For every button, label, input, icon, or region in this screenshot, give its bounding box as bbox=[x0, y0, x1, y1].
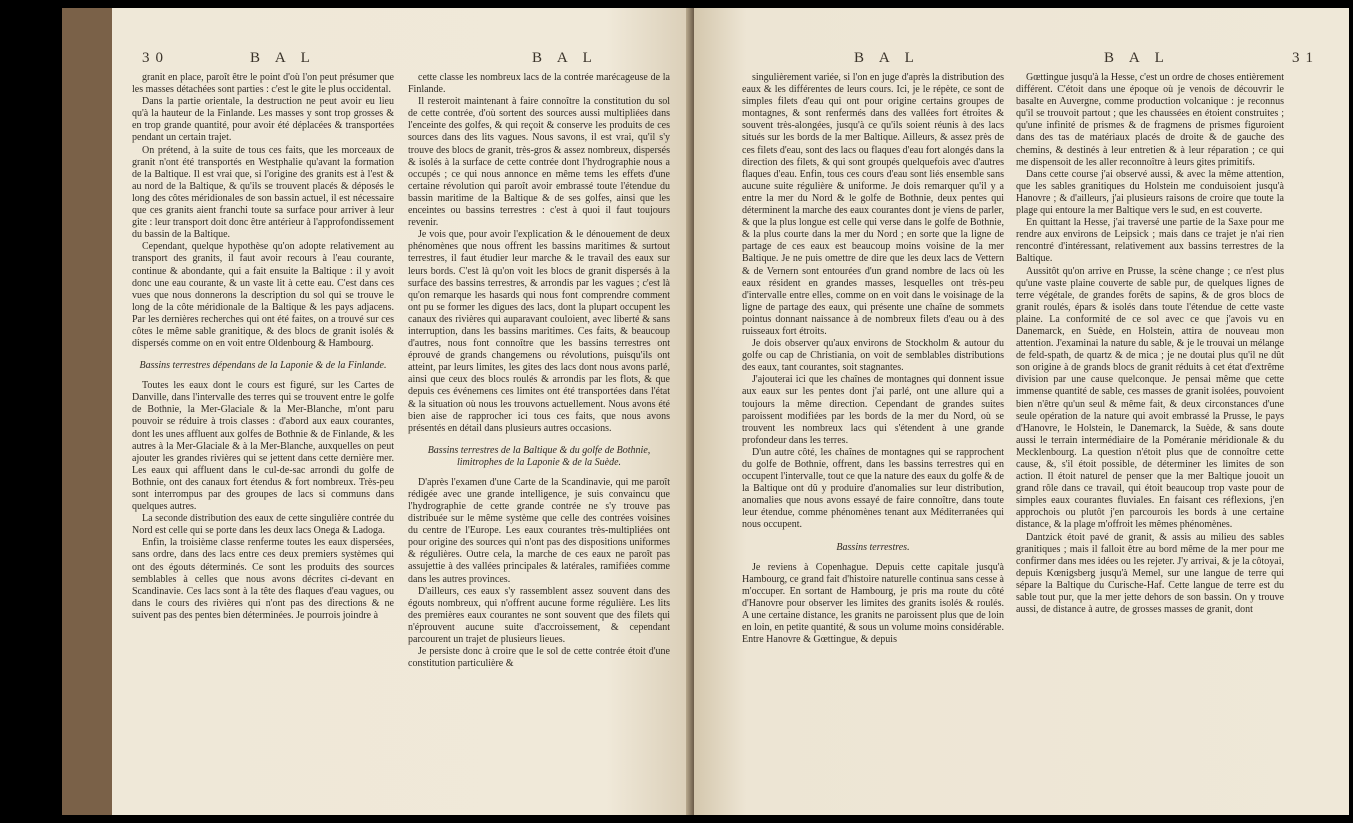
paragraph: Dantzick étoit pavé de granit, & assis au milieu des sables granitiques ; mais il falloit être au bord même de la mer pour me confirmer dans mes idées ou les rejeter. J'y arrivai, & je la côtoyai, depuis Kœnigsberg jusqu'à Memel, sur une langue de terre qui sépare la Baltique du Curische-Haf. Cette langue de terre est du sable tout pur, que la mer jette dehors de son bassin. On y trouve aussi, de distance à autre, de grosses masses de granit, dont bbox=[1016, 531, 1284, 616]
paragraph: D'après l'examen d'une Carte de la Scandinavie, qui me paroît rédigée avec une grande intelligence, je suis convaincu que l'hydrographie de cette grande contrée ne s'y trouve pas distribuée sur le même système que celle des contrées voisines du centre de l'Europe. Les eaux courantes très-multipliées ont pour origine des sources qui n'ont pas des dispositions uniformes & régulières. Outre cela, la marche de ces eaux ne paroît pas assujettie à des vallées principales & latérales, ramifiées comme dans les autres provinces. bbox=[408, 476, 670, 585]
paragraph: singulièrement variée, si l'on en juge d'après la distribution des eaux & les différentes de leurs cours. Ici, je le répète, ce sont de simples filets d'eau qui ont pour origine certains groupes de montagnes, & sont renfermés dans des vallées fort étroites & souvent très-alongées, jusqu'à ce qu'ils soient réunis à des lacs situés sur les bords de la mer Baltique. Ailleurs, & assez près de ces filets d'eau, sont des lacs ou flaques d'eau fort alongés dans la direction des filets, & qui sont groupés quelquefois avec d'autres flaques d'eau. Enfin, tous ces cours d'eau sont liés ensemble sans aucune suite régulière & uniforme. Je dois remarquer qu'il y a entre la mer du Nord & le golfe de Bothnie, deux pentes qui déterminent la marche des eaux courantes dont je viens de parler, & que la plus longue est celle qui verse dans le golfe de Bothnie, & la plus courte dans la mer du Nord ; en sorte que la ligne de partage de ces eaux est beaucoup moins voisine de la mer Baltique. Je ne puis omettre de dire que les deux lacs de Vettern & de Vernern sont entourées d'un grand nombre de lacs où les eaux résident en grandes masses, lesquelles ont très-peu d'intervalle entre elles, comme on en voit dans le voisinage de la ligne de partage des eaux, qui présente une chaîne de sommets pointus donnant naissance à de nombreux filets d'eau ou à des ruisseaux fort étroits. bbox=[742, 72, 1004, 337]
paragraph: J'ajouterai ici que les chaînes de montagnes qui donnent issue aux eaux sur les pentes dont j'ai parlé, ont une allure qui a toujours la même direction. Cependant de grandes suites paroissent modifiées par les bords de la mer du Nord, où se trouvent les nombreux lacs qui s'étendent à une grande profondeur dans les terres. bbox=[742, 374, 1004, 446]
paragraph: La seconde distribution des eaux de cette singulière contrée du Nord est celle qui se porte dans les deux lacs Onega & Ladoga. bbox=[132, 513, 394, 537]
paragraph: Enfin, la troisième classe renferme toutes les eaux dispersées, sans ordre, dans des lacs entre ces deux premiers systèmes qui ont des égouts déterminés. Ce sont les produits des sources semblables à celles que nous avons décrites ci-devant en Scandinavie. Ces lacs sont à la tête des flaques d'eau vagues, ou dans le cours des rivières qui n'ont pas des directions & ne suivent pas des pentes bien déterminées. Je pourrois joindre à bbox=[132, 537, 394, 621]
paragraph: Je dois observer qu'aux environs de Stockholm & autour du golfe ou cap de Christiania, on voit de semblables distributions des eaux, tant courantes, soit stagnantes. bbox=[742, 338, 1004, 374]
running-head-right-col1: B A L bbox=[854, 50, 920, 66]
section-heading: Bassins terrestres de la Baltique & du golfe de Bothnie, limitrophes de la Laponie & de la Suède. bbox=[427, 444, 651, 468]
section-heading: Bassins terrestres. bbox=[836, 541, 910, 553]
paragraph: cette classe les nombreux lacs de la contrée marécageuse de la Finlande. bbox=[408, 72, 670, 96]
paragraph: Gœttingue jusqu'à la Hesse, c'est un ordre de choses entièrement différent. C'étoit dans une époque où je venois de découvrir le basalte en Auvergne, comme production volcanique : je reconnus qu'il se trouvoit partout ; que les chaussées en étoient construites ; qu'une infinité de prismes & de fragmens de prismes figuroient dans des tas de matériaux placés de droite & de gauche des chemins, & destinés à leur entretien & à leur réparation ; ce qui me dispensoit de les aller reconnoître à leurs gites primitifs. bbox=[1016, 72, 1284, 168]
running-head-left-col1: B A L bbox=[250, 50, 316, 66]
right-page-column-1 bbox=[742, 72, 1004, 646]
paragraph: Je persiste donc à croire que le sol de cette contrée étoit d'une constitution particulière & bbox=[408, 646, 670, 670]
paragraph: Toutes les eaux dont le cours est figuré, sur les Cartes de Danville, dans l'intervalle des terres qui se trouvent entre le golfe de Bothnie, la Mer-Glaciale & la Mer-Blanche, m'ont paru pouvoir se réduire à trois classes : d'abord aux eaux courantes, dont les unes affluent aux golfes de Bothnie & de Finlande, & les autres à la Mer-Glaciale & à la Mer-Blanche, auxquelles on peut ajouter les grandes rivières qui se jettent dans cette dernière mer. Les eaux qui affluent dans le cul-de-sac arrondi du golfe de Bothnie, ont des canaux fort étendus & fort nombreux. Très-peu sont interrompus par des groupes de lacs si communs dans quelques autres. bbox=[132, 380, 394, 513]
right-page bbox=[694, 8, 1349, 815]
paragraph: Dans cette course j'ai observé aussi, & avec la même attention, que les sables granitiques du Holstein me conduisoient jusqu'à Hanovre ; & d'ailleurs, j'ai plusieurs raisons de croire que toute la plage qui entoure la mer Baltique vers le sud, en est couverte. bbox=[1016, 168, 1284, 217]
left-page bbox=[62, 8, 694, 815]
paragraph: Cependant, quelque hypothèse qu'on adopte relativement au transport des granits, il faut avoir recours à l'eau courante, continue & abondante, qui a fait ensuite la Baltique : il y avoit donc une eau courante, & un vaste lit à cette eau. C'est dans ces vues que nous donnerons la description du sol qui se trouve le long de la côte méridionale de la Baltique & les pays adjacens. Par les dernières recherches qui ont été faites, on a trouvé sur ces côtes le même sable granitique, & des blocs de granit isolés & dispersés comme on en voit entre Oldenbourg & Hambourg. bbox=[132, 241, 394, 350]
paragraph: D'un autre côté, les chaînes de montagnes qui se rapprochent du golfe de Bothnie, offrent, dans les bassins terrestres qui en occupent l'intervalle, tout ce que la nature des eaux du golfe & de la Baltique ont dû y produire d'anomalies sur leur distribution, anomalies que nous avons essayé de faire connoître, dans toute leur étendue, comme phénomènes tenant aux Méditerranées qui nous occupent. bbox=[742, 446, 1004, 531]
left-page-column-2 bbox=[408, 72, 670, 670]
page-number-right: 31 bbox=[1292, 50, 1319, 66]
right-page-column-2 bbox=[1016, 72, 1284, 616]
paragraph: Dans la partie orientale, la destruction ne peut avoir eu lieu qu'à la hauteur de la Finlande. Les masses y sont trop grosses & en trop grande quantité, pour avoir été déplacées & transportées pendant un certain trajet. bbox=[132, 96, 394, 144]
paragraph: On prétend, à la suite de tous ces faits, que les morceaux de granit n'ont été transportés en Westphalie qu'avant la formation de la Baltique. Il est vrai que, si l'origine des granits est à l'est & au nord de la Baltique, & qu'ils se trouvent placés & déposés le long des côtes méridionales de son bassin actuel, il est nécessaire que ces granits aient franchi toute sa surface pour arriver à leur gite : leur transport doit donc être antérieur à l'approfondissement du bassin de la Baltique. bbox=[132, 144, 394, 241]
open-book bbox=[62, 8, 1349, 815]
paragraph: Je reviens à Copenhague. Depuis cette capitale jusqu'à Hambourg, ce grand fait d'histoire naturelle continua sans cesse à m'occuper. En sortant de Hambourg, je pris ma route du côté d'Hanovre pour observer les limites des granits isolés & roulés. A une certaine distance, les granits ne paroissent plus que de loin en loin, en petite quantité, & sous un volume moins considérable. Entre Hanovre & Gœttingue, & depuis bbox=[742, 561, 1004, 646]
paragraph: Aussitôt qu'on arrive en Prusse, la scène change ; ce n'est plus qu'une vaste plaine couverte de sable pur, de quelques lignes de terre végétale, de grandes forêts de sapins, & de gros blocs de granit roulés, épars & isolés dans toute l'étendue de cette vaste plaine. La conformité de ce sol avec ce que j'avois vu en Danemarck, en Suède, en Holstein, attira de nouveau mon attention. J'examinai la nature du sable, & je le trouvai un mélange de feld-spath, de quartz & de mica ; je ne doutai plus qu'il ne dût son origine à de grands blocs de granit réduits à cet état d'extrême division par une cause quelconque. Je pensai même que cette immense quantité de sable, ces masses de granit isolées, pouvoient bien n'être qu'un seul & même fait, & deux circonstances d'une seule opération de la nature qui avoit embrassé la Prusse, le pays d'Hanovre, le Holstein, le Danemarck, la Suède, & sans doute aussi le terrain intermédiaire de la Poméranie méridionale & du Mecklenbourg. La question n'étoit plus que de connoître cette cause, &, s'il étoit possible, de déterminer les limites de son action. Il étoit naturel de penser que la mer Baltique jouoit un grand rôle dans ce travail, qui étoit beaucoup trop vaste pour de simples eaux courantes fluviales. En faisant ces réflexions, j'en approchois ou plutôt j'en parcourois les bords à une certaine distance, & la plage m'offroit les mêmes phénomènes. bbox=[1016, 265, 1284, 531]
running-head-left-col2: B A L bbox=[532, 50, 598, 66]
paragraph: D'ailleurs, ces eaux s'y rassemblent assez souvent dans des égouts nombreux, qui n'offrent aucune forme régulière. Les lits des premières eaux courantes ne sont souvent que des filets qui n'éprouvent aucune suite d'accroissement, & cependant parcourent un trajet de plusieurs lieues. bbox=[408, 585, 670, 646]
running-head-right-col2: B A L bbox=[1104, 50, 1170, 66]
section-heading: Bassins terrestres dépendans de la Laponie & de la Finlande. bbox=[139, 360, 387, 372]
paragraph: Il resteroit maintenant à faire connoître la constitution du sol de cette contrée, d'où sortent des sources aussi multipliées dans l'enceinte des golfes, & qui reçoit & conserve les produits de ces sources dans des lits vagues. Nous savons, il est vrai, qu'il s'y trouve des blocs de granit, très-gros & assez nombreux, dispersés & isolés à la surface de cette contrée dont l'hydrographie nous a occupés ; ce qui nous annonce en même tems les effets d'une certaine révolution qui paroît avoir embrassé toute l'étendue du bassin maritime de la Baltique & de ses golfes, ainsi que les enceintes ou bassins terrestres : c'est à quoi il faut toujours revenir. bbox=[408, 96, 670, 229]
paragraph: Je vois que, pour avoir l'explication & le dénouement de deux phénomènes que nous offrent les bassins maritimes & surtout terrestres, il faut étudier leur marche & le travail des eaux sur leurs bords. C'est là qu'on voit les blocs de granit dispersés à la surface des bassins terrestres, & arrondis par les vagues ; c'est là qu'on remarque les hasards qui nous font comprendre comment ont pu se former les digues des lacs, dont la plupart occupent les canaux des rivières qui auparavant couloient, avec liberté & sans interruption, dans les bassins maritimes. Ces faits, & beaucoup d'autres, nous font connoître que les bassins terrestres ont éprouvé de grands changemens ou révolutions, puisqu'ils ont atteint, par leurs limites, les gites des lacs dont nous avons parlé, ainsi que ceux des blocs roulés & arrondis par les flots, & que depuis ces événemens ces limites ont été transportées dans l'état & la situation où nous les trouvons actuellement. Nous avons été bien aise de rapprocher ici tous ces faits, que nous avons présentés en détail dans plusieurs autres occasions. bbox=[408, 229, 670, 434]
paragraph: En quittant la Hesse, j'ai traversé une partie de la Saxe pour me rendre aux environs de Leipsick ; mais dans ce trajet je n'ai rien rencontré d'intéressant, relativement aux bassins terrestres de la Baltique. bbox=[1016, 217, 1284, 265]
left-page-column-1 bbox=[132, 72, 394, 622]
page-number-left: 30 bbox=[142, 50, 169, 66]
paragraph: granit en place, paroît être le point d'où l'on peut présumer que les masses détachées sont parties : c'est le gite le plus occidental. bbox=[132, 72, 394, 96]
